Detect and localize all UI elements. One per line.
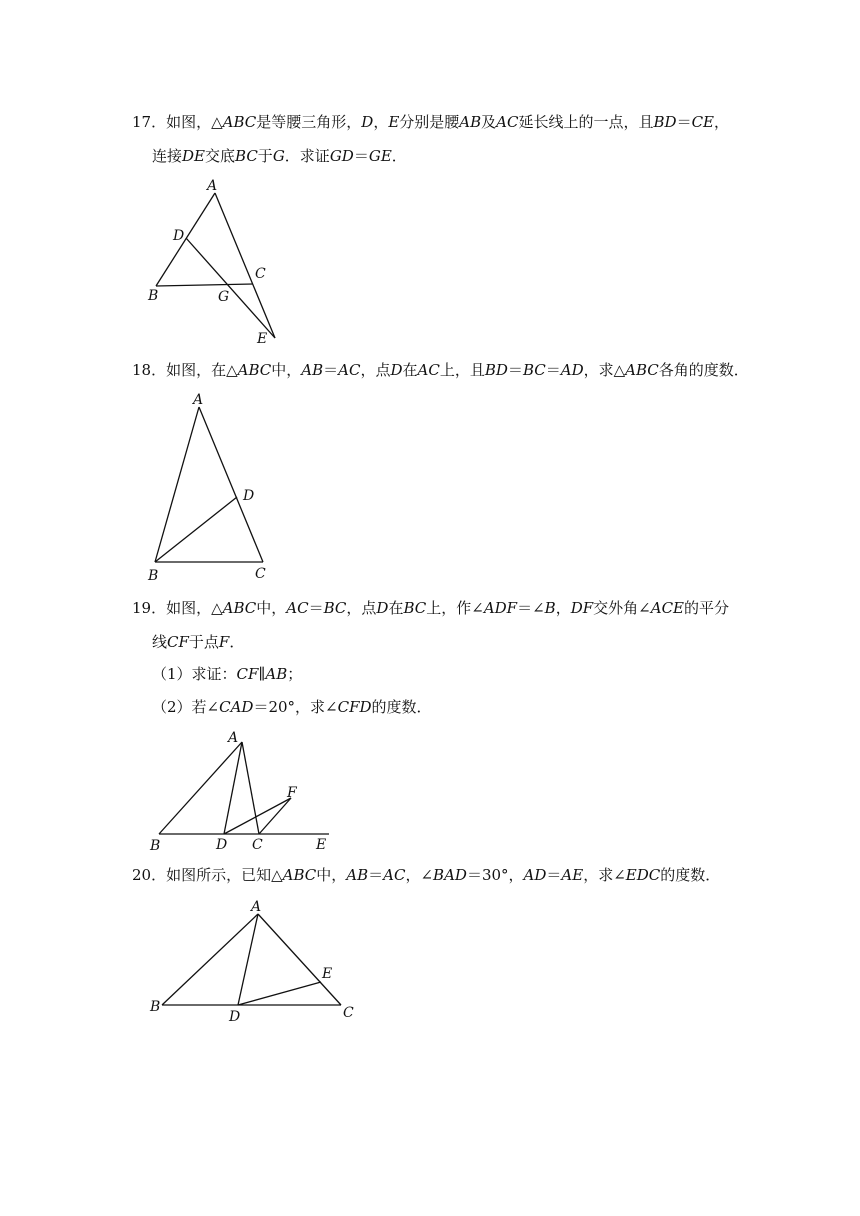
label-d: D [243, 488, 255, 504]
problem-number: 17． [132, 113, 167, 131]
problem-18-line-1: 18．如图，在△ABC中，AB＝AC，点D在AC上，且BD＝BC＝AD，求△ABC各角的度数． [132, 361, 749, 379]
segment-ab [155, 407, 199, 562]
segment-de [186, 238, 275, 338]
label-d: D [216, 837, 228, 853]
label-f: F [287, 785, 297, 801]
figure-18 [147, 392, 266, 584]
label-a: A [228, 730, 239, 746]
label-b: B [150, 999, 161, 1015]
label-c: C [252, 837, 263, 853]
problem-20-line-1: 20．如图所示，已知△ABC中，AB＝AC，∠BAD＝30°，AD＝AE，求∠EDC的度数． [132, 866, 721, 884]
problem-19-part-2: （2）若∠CAD＝20°，求∠CFD的度数． [152, 698, 432, 716]
segment-ab [162, 914, 258, 1005]
segment-ab [159, 742, 242, 834]
segment-ac [199, 407, 263, 562]
label-g: G [218, 289, 230, 305]
problem-19-line-2: 线CF于点F． [152, 633, 245, 651]
problem-17-line-1: 17．如图，△ABC是等腰三角形，D，E分别是腰AB及AC延长线上的一点，且BD＝CE， [132, 113, 730, 131]
problem-19-part-1: （1）求证：CF∥AB； [152, 665, 303, 683]
segment-de [238, 982, 321, 1005]
problem-19-line-1: 19．如图，△ABC中，AC＝BC，点D在BC上，作∠ADF＝∠B，DF交外角∠ACE的平分 [132, 599, 730, 617]
label-c: C [255, 566, 266, 582]
label-b: B [148, 288, 159, 304]
segment-ac [258, 914, 341, 1005]
label-e: E [316, 837, 327, 853]
label-d: D [229, 1009, 241, 1025]
figure-17 [147, 178, 275, 347]
segment-ad [238, 914, 258, 1005]
problem-number: 20． [132, 866, 167, 884]
problem-number: 18． [132, 361, 167, 379]
label-c: C [255, 266, 266, 282]
label-e: E [257, 331, 268, 347]
label-a: A [193, 392, 204, 408]
problem-number: 19． [132, 599, 167, 617]
segment-cf [259, 798, 291, 834]
label-a: A [251, 899, 262, 915]
label-b: B [148, 568, 159, 584]
segment-bd [155, 497, 237, 562]
segment-ab [156, 193, 215, 286]
figure-20 [149, 899, 354, 1025]
figure-19 [149, 730, 329, 854]
segment-bc [156, 284, 253, 286]
segment-ae [215, 193, 275, 338]
label-b: B [150, 838, 161, 854]
label-a: A [207, 178, 218, 194]
problem-17-line-2: 连接DE交底BC于G．求证GD＝GE． [152, 147, 407, 165]
label-c: C [343, 1005, 354, 1021]
segment-ad [224, 742, 242, 834]
label-e: E [322, 966, 333, 982]
label-d: D [173, 228, 185, 244]
